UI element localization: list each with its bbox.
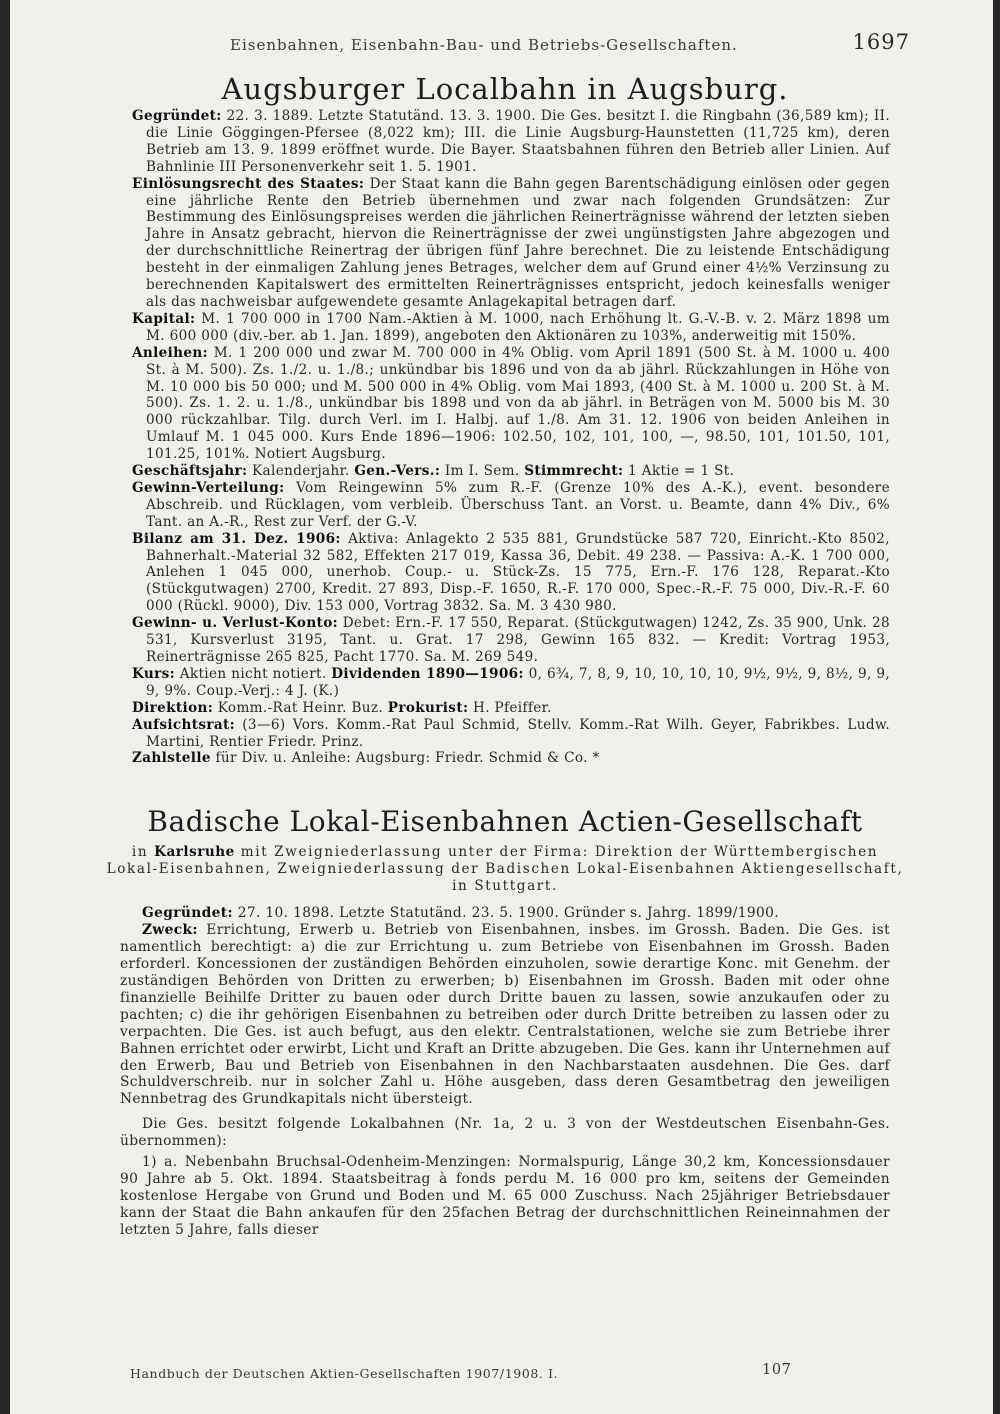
entry-gegruendet-2	[120, 905, 890, 922]
footer-sheet-number: 107	[762, 1362, 792, 1378]
entry-label: Anleihen:	[132, 344, 208, 361]
paragraph-bruchsal: 1) a. Nebenbahn Bruchsal-Odenheim-Menzingen: Normalspurig, Länge 30,2 km, Koncessionsdauer 90 Jahre ab 5. Okt. 1894. Staatsbeitrag à fonds perdu M. 16 000 pro km, seitens der Gemeinden kostenlose Hergabe von Grund und Boden und M. 65 000 Zuschuss. Nach 25jähriger Betriebsdauer kann der Staat die Bahn ankaufen für den 25fachen Betrag der durchschnittlichen Reineinnahmen der letzten 5 Jahre, falls dieser	[120, 1154, 890, 1238]
page-header	[120, 30, 910, 64]
entry-text-stimmrecht: 1 Aktie = 1 St.	[628, 463, 735, 480]
entry-label: Gegründet:	[132, 108, 222, 124]
entry-geschaeftsjahr	[132, 463, 890, 480]
entry-text: Debet: Ern.-F. 17 550, Reparat. (Stückgutwagen) 1242, Zs. 35 900, Unk. 28 531, Kursverlust 3195, Tant. u. Grat. 17 298, Gewinn 165 832. — Kredit: Vortrag 1953, Reinerträgnisse 265 825, Pacht 1770. Sa. M. 269 549.	[146, 615, 890, 665]
entry-label: Einlösungsrecht des Staates:	[132, 175, 365, 192]
entry-label: Zahlstelle	[132, 750, 211, 767]
entry-anleihen	[132, 345, 890, 463]
entry-text: 22. 3. 1889. Letzte Statutänd. 13. 3. 1900. Die Ges. besitzt I. die Ringbahn (36,589 km); II. die Linie Göggingen-Pfersee (8,022 km); III. die Linie Augsburg-Haunstetten (11,725 km), deren Betrieb am 13. 9. 1899 eröffnet wurde. Die Bayer. Staatsbahnen führen den Betrieb aller Linien. Auf Bahnlinie III Personenverkehr seit 1. 5. 1901.	[146, 108, 891, 175]
entry-text-prokurist: H. Pfeiffer.	[472, 699, 552, 716]
paragraph-lokalbahnen: Die Ges. besitzt folgende Lokalbahnen (Nr. 1a, 2 u. 3 von der Westdeutschen Eisenbahn-Ges. übernommen):	[120, 1116, 890, 1150]
entry-gewinn-verteilung	[132, 480, 890, 531]
entry-text: M. 1 700 000 in 1700 Nam.-Aktien à M. 1000, nach Erhöhung lt. G.-V.-B. v. 2. März 1898 um M. 600 000 (div.-ber. ab 1. Jan. 1899), angeboten den Aktionären zu 103%, anderweitig mit 150%.	[146, 310, 890, 344]
page-footer	[130, 1362, 890, 1381]
entry-text: Kalenderjahr.	[252, 463, 350, 480]
entry-label: Direktion:	[132, 699, 214, 716]
entry-label: Bilanz am 31. Dez. 1906:	[132, 530, 341, 547]
entry-text: Komm.-Rat Heinr. Buz.	[217, 699, 384, 716]
entry-text: Aktiva: Anlagekto 2 535 881, Grundstücke 587 720, Einricht.-Kto 8502, Bahnerhalt.-Material 32 582, Effekten 217 019, Kassa 36, Debit. 49 238. — Passiva: A.-K. 1 700 000, Anlehen 1 045 000, unerhob. Coup.- u. Stück-Zs. 15 775, Ern.-F. 176 128, Reparat.-Kto (Stückgutwagen) 2700, Kredit. 27 893, Disp.-F. 1650, R.-F. 170 000, Spec.-R.-F. 75 000, Div.-R.-F. 60 000 (Rückl. 9000), Div. 153 000, Vortrag 3832. Sa. M. 3 430 980.	[146, 530, 890, 615]
page-number: 1697	[852, 30, 910, 54]
subtitle-text: mit Zweigniederlassung unter der Firma: Direktion der Württembergischen Lokal-Eisenbahnen, Zweigniederlassung der Badischen Lokal-Eisenbahnen Aktiengesellschaft, in Stuttgart.	[106, 844, 904, 895]
entry-label-prokurist: Prokurist:	[387, 699, 469, 716]
scan-edge-right	[993, 0, 1000, 1414]
entry-text: für Div. u. Anleihe: Augsburg: Friedr. Schmid & Co. *	[215, 750, 600, 767]
entry-bilanz	[132, 531, 890, 616]
entry-zahlstelle	[132, 750, 890, 767]
entry-text: M. 1 200 000 und zwar M. 700 000 in 4% Oblig. vom April 1891 (500 St. à M. 1000 u. 400 St. à M. 500). Zs. 1./2. u. 1./8.; unkündbar bis 1896 und von da ab jährl. Rückzahlungen in Höhe von M. 10 000 bis 50 000; und M. 500 000 in 4% Oblig. vom Mai 1893, (400 St. à M. 1000 u. 200 St. à M. 500). Zs. 1. 2. u. 1./8., unkündbar bis 1898 und von da ab jährl. in Beträgen von M. 5000 bis M. 30 000 rückzahlbar. Tilg. durch Verl. im I. Halbj. auf 1./8. Am 31. 12. 1906 von beiden Anleihen in Umlauf M. 1 045 000. Kurs Ende 1896—1906: 102.50, 102, 101, 100, —, 98.50, 101, 101.50, 101, 101.25, 101%. Notiert Augsburg.	[146, 344, 890, 463]
subtitle-city: Karlsruhe	[154, 844, 235, 861]
badische-entries	[120, 905, 890, 1238]
entry-label-stimmrecht: Stimmrecht:	[524, 463, 624, 480]
entry-text-dividenden: 0, 6¾, 7, 8, 9, 10, 10, 10, 10, 9½, 9½, 9, 8½, 9, 9, 9, 9%. Coup.-Verj.: 4 J. (K.)	[146, 665, 891, 699]
entry-gewinn-verlust	[132, 615, 890, 666]
entry-zweck	[120, 922, 890, 1108]
entry-label: Gewinn-Verteilung:	[132, 479, 285, 496]
scan-edge-left	[0, 0, 10, 1414]
entry-text-gen-vers: Im I. Sem.	[444, 463, 520, 480]
entry-aufsichtsrat	[132, 717, 890, 751]
entry-text: 27. 10. 1898. Letzte Statutänd. 23. 5. 1900. Gründer s. Jahrg. 1899/1900.	[237, 905, 779, 922]
entry-kapital	[132, 311, 890, 345]
entry-label: Kapital:	[132, 310, 196, 327]
entry-text: Errichtung, Erwerb u. Betrieb von Eisenbahnen, insbes. im Grossh. Baden. Die Ges. ist namentlich berechtigt: a) die zur Errichtung u. zum Betriebe von Eisenbahnen im Grossh. Baden erforderl. Koncessionen der zuständigen Behörden einzuholen, sowie derartige Konc. mit Genehm. der zuständigen Behörden von Dritten zu erwerben; b) Eisenbahnen im Grossh. Baden mit oder ohne finanzielle Beihilfe Dritter zu bauen oder durch Dritte bauen zu lassen, sowie anzukaufen oder zu pachten; c) die ihr gehörigen Eisenbahnen zu betreiben oder durch Dritte betreiben zu lassen oder zu verpachten. Die Ges. ist auch befugt, aus den elektr. Centralstationen, welche sie zum Betriebe ihrer Bahnen errichtet oder erwirbt, Licht und Kraft an Dritte abzugeben. Die Ges. kann ihr Unternehmen auf den Erwerb, Bau und Betrieb von Eisenbahnen in den Nachbarstaaten ausdehnen. Die Ges. darf Schuldverschreib. nur in solcher Zahl u. Höhe ausgeben, dass deren Gesamtbetrag den jeweiligen Nennbetrag des Grundkapitals nicht übersteigt.	[120, 922, 890, 1108]
augsburg-entries	[132, 108, 890, 767]
entry-label-gen-vers: Gen.-Vers.:	[354, 463, 441, 480]
company-subtitle	[106, 844, 904, 895]
entry-label: Geschäftsjahr:	[132, 463, 248, 480]
entry-einloesungsrecht	[132, 176, 890, 311]
subtitle-prefix: in	[131, 844, 149, 861]
running-title: Eisenbahnen, Eisenbahn-Bau- und Betriebs-Gesellschaften.	[230, 36, 738, 54]
entry-label-dividenden: Dividenden 1890—1906:	[331, 665, 524, 682]
entry-gegruendet	[132, 108, 890, 176]
entry-text: (3—6) Vors. Komm.-Rat Paul Schmid, Stellv. Komm.-Rat Wilh. Geyer, Fabrikbes. Ludw. Martini, Rentier Friedr. Prinz.	[146, 716, 890, 750]
entry-label: Aufsichtsrat:	[132, 716, 236, 733]
entry-text: Der Staat kann die Bahn gegen Barentschädigung einlösen oder gegen eine jährliche Rente den Betrieb übernehmen und zwar nach folgenden Grundsätzen: Zur Bestimmung des Einlösungspreises werden die jährlichen Reinerträgnisse während der letzten sieben Jahre in Ansatz gebracht, hiervon die Reinerträgnisse der zwei ungünstigsten Jahre abgezogen und der durchschnittliche Reinertrag der übrigen fünf Jahre berechnet. Die zu leistende Entschädigung besteht in der einmaligen Zahlung jenes Betrages, welcher dem auf Grund einer 4½% Verzinsung zu berechnenden Kapitalswert des ermittelten Reinerträgnisses entspricht, jedoch keinesfalls weniger als das nachweisbar aufgewendete gesamte Anlagekapital betragen darf.	[146, 175, 890, 310]
company-title-augsburg: Augsburger Localbahn in Augsburg.	[221, 72, 789, 106]
entry-text: Aktien nicht notiert.	[179, 665, 327, 682]
entry-label: Gegründet:	[142, 905, 233, 922]
footer-source: Handbuch der Deutschen Aktien-Gesellschaften 1907/1908. I.	[130, 1366, 559, 1381]
company-title-badische: Badische Lokal-Eisenbahnen Actien-Gesellschaft	[147, 805, 863, 839]
entry-label: Kurs:	[132, 665, 175, 682]
entry-direktion	[132, 700, 890, 717]
entry-label: Zweck:	[142, 922, 198, 939]
entry-kurs	[132, 666, 890, 700]
entry-text: Vom Reingewinn 5% zum R.-F. (Grenze 10% des A.-K.), event. besondere Abschreib. und Rücklagen, vom verbleib. Überschuss Tant. an Vorst. u. Beamte, dann 4% Div., 6% Tant. an A.-R., Rest zur Verf. der G.-V.	[146, 479, 890, 530]
entry-label: Gewinn- u. Verlust-Konto:	[132, 615, 338, 632]
